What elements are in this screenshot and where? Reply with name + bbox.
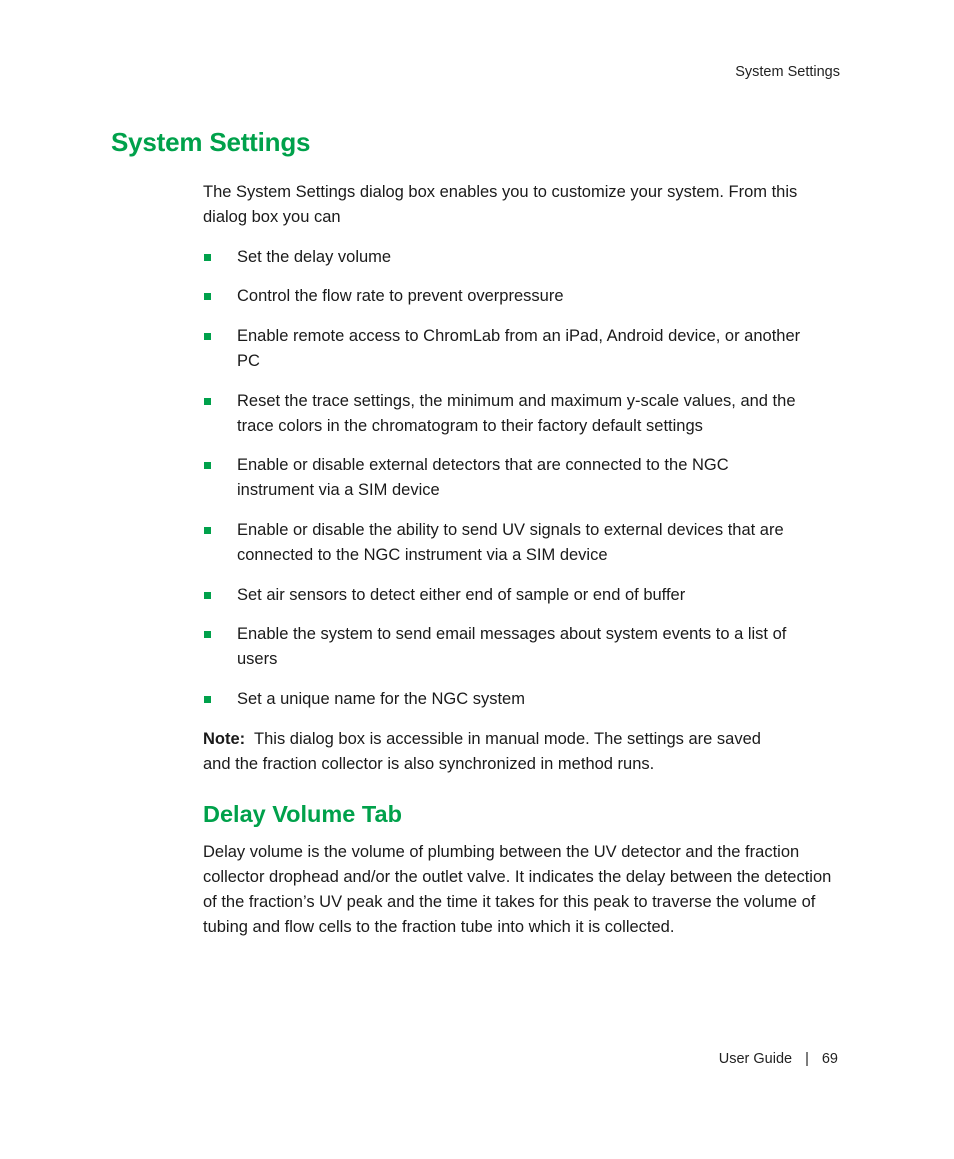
list-item-text: Set the delay volume — [237, 247, 392, 266]
page-number: 69 — [821, 1051, 838, 1067]
bullet-square-icon — [204, 398, 211, 405]
bullet-square-icon — [204, 696, 211, 703]
footer-separator: | — [805, 1051, 809, 1067]
page-title: System Settings — [111, 127, 311, 157]
bullet-square-icon — [204, 254, 211, 261]
list-item — [203, 622, 807, 672]
list-item — [203, 583, 807, 608]
note-paragraph — [203, 727, 793, 777]
main-content — [203, 180, 843, 940]
note-text: This dialog box is accessible in manual mode. The settings are saved and the fraction collector is also synchronized in method runs. — [203, 729, 761, 773]
list-item-text: Enable or disable external detectors that are connected to the NGC instrument via a SIM device — [237, 456, 729, 500]
intro-paragraph: The System Settings dialog box enables you to customize your system. From this dialog box you can — [203, 183, 798, 226]
list-item — [203, 324, 807, 374]
bullet-square-icon — [204, 293, 211, 300]
bullet-square-icon — [204, 333, 211, 340]
list-item — [203, 284, 807, 309]
running-header: System Settings — [735, 64, 840, 80]
note-label: Note: — [203, 729, 246, 748]
bullet-square-icon — [204, 592, 211, 599]
list-item-text: Control the flow rate to prevent overpressure — [237, 287, 564, 306]
list-item-text: Enable the system to send email messages about system events to a list of users — [237, 625, 787, 669]
list-item-text: Enable remote access to ChromLab from an iPad, Android device, or another PC — [237, 327, 801, 370]
list-item-text: Enable or disable the ability to send UV signals to external devices that are connected to the NGC instrument via a SIM device — [237, 520, 784, 564]
list-item-text: Set air sensors to detect either end of sample or end of buffer — [237, 585, 686, 604]
list-item — [203, 453, 807, 503]
feature-list — [203, 245, 843, 712]
footer-doc-name: User Guide — [718, 1051, 793, 1067]
section-heading: Delay Volume Tab — [203, 801, 402, 828]
bullet-square-icon — [204, 631, 211, 638]
list-item — [203, 687, 807, 712]
section-paragraph: Delay volume is the volume of plumbing between the UV detector and the fraction collector drophead and/or the outlet valve. It indicates the delay between the detection of the fraction’s UV peak and the time it takes for this peak to traverse the volume of tubing and flow cells to the fraction tube into which it is collected. — [203, 843, 832, 936]
bullet-square-icon — [204, 462, 211, 469]
page-footer — [719, 1051, 838, 1067]
list-item — [203, 245, 807, 270]
bullet-square-icon — [204, 527, 211, 534]
list-item-text: Set a unique name for the NGC system — [237, 689, 525, 708]
list-item-text: Reset the trace settings, the minimum and maximum y-scale values, and the trace colors in the chromatogram to their factory default settings — [237, 391, 796, 435]
list-item — [203, 518, 837, 568]
list-item — [203, 389, 807, 439]
